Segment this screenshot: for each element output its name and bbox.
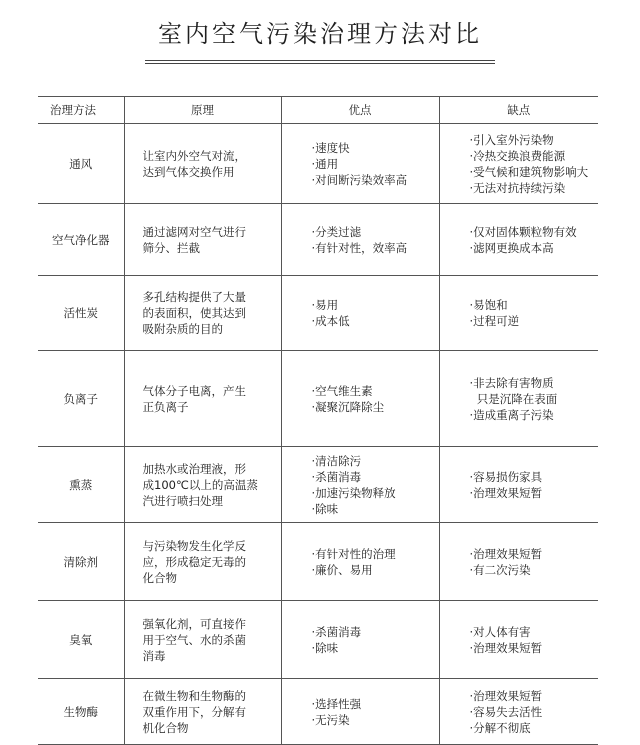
principle-cell xyxy=(124,679,281,745)
cons-item: ·分解不彻底 xyxy=(469,720,531,735)
pros-cell xyxy=(281,351,439,447)
cons-item: ·易饱和 xyxy=(469,298,508,312)
pros-cell xyxy=(281,276,439,351)
pros-item: ·有针对性的治理 xyxy=(311,546,396,561)
principle-line: 用于空气、水的杀菌 xyxy=(142,632,246,647)
header-method: 治理方法 xyxy=(38,97,124,124)
cons-cell xyxy=(439,601,598,679)
table-row xyxy=(38,124,598,204)
cons-item: ·造成重离子污染 xyxy=(469,407,554,422)
cons-item: ·对人体有害 xyxy=(469,624,531,639)
method-cell: 臭氧 xyxy=(38,601,124,679)
principle-line: 吸附杂质的目的 xyxy=(142,322,223,336)
principle-line: 在微生物和生物酶的 xyxy=(142,688,246,703)
title-underline-second xyxy=(145,63,495,64)
method-cell: 空气净化器 xyxy=(38,204,124,276)
method-cell: 生物酶 xyxy=(38,679,124,745)
principle-line: 的表面积，使其达到 xyxy=(142,306,246,320)
table-row xyxy=(38,276,598,351)
cons-item: ·有二次污染 xyxy=(469,562,531,577)
header-pros: 优点 xyxy=(281,97,439,124)
principle-line: 应，形成稳定无毒的 xyxy=(142,554,246,569)
cons-cell xyxy=(439,679,598,745)
principle-line: 气体分子电离，产生 xyxy=(142,383,246,398)
pros-item: ·选择性强 xyxy=(311,696,362,711)
principle-line: 成100℃以上的高温蒸 xyxy=(142,477,258,492)
pros-item: ·成本低 xyxy=(311,314,350,328)
principle-line: 通过滤网对空气进行 xyxy=(142,224,246,239)
pros-cell xyxy=(281,124,439,204)
cons-item: ·仅对固体颗粒物有效 xyxy=(469,224,577,239)
method-cell: 通风 xyxy=(38,124,124,204)
principle-line: 加热水或治理液，形 xyxy=(142,461,246,476)
table-row xyxy=(38,447,598,523)
pros-item: ·杀菌消毒 xyxy=(311,469,362,484)
pros-item: ·除味 xyxy=(311,501,339,516)
cons-item: ·容易失去活性 xyxy=(469,704,543,719)
pros-item: ·空气维生素 xyxy=(311,383,373,398)
principle-cell xyxy=(124,124,281,204)
cons-item: ·无法对抗持续污染 xyxy=(469,180,566,195)
cons-item: ·非去除有害物质 xyxy=(469,375,554,390)
principle-cell xyxy=(124,276,281,351)
pros-cell xyxy=(281,447,439,523)
pros-item: ·对间断污染效率高 xyxy=(311,172,408,187)
pros-item: ·易用 xyxy=(311,298,339,312)
pros-item: ·无污染 xyxy=(311,712,350,727)
header-cons: 缺点 xyxy=(439,97,598,124)
cons-item: ·滤网更换成本高 xyxy=(469,240,554,255)
pros-cell xyxy=(281,679,439,745)
cons-item: ·冷热交换浪费能源 xyxy=(469,148,566,163)
method-cell: 熏蒸 xyxy=(38,447,124,523)
cons-item: 只是沉降在表面 xyxy=(469,391,558,406)
principle-cell xyxy=(124,523,281,601)
cons-cell xyxy=(439,351,598,447)
cons-item: ·引入室外污染物 xyxy=(469,132,554,147)
comparison-table xyxy=(38,96,598,745)
pros-item: ·凝聚沉降除尘 xyxy=(311,399,385,414)
principle-cell xyxy=(124,601,281,679)
cons-item: ·治理效果短暂 xyxy=(469,485,543,500)
cons-item: ·治理效果短暂 xyxy=(469,640,543,655)
cons-item: ·治理效果短暂 xyxy=(469,688,543,703)
principle-line: 化合物 xyxy=(142,570,177,585)
principle-cell xyxy=(124,447,281,523)
method-cell: 负离子 xyxy=(38,351,124,447)
cons-item: ·过程可逆 xyxy=(469,314,520,328)
cons-cell xyxy=(439,523,598,601)
pros-cell xyxy=(281,601,439,679)
cons-item: ·容易损伤家具 xyxy=(469,469,543,484)
principle-line: 双重作用下，分解有 xyxy=(142,704,246,719)
pros-item: ·速度快 xyxy=(311,140,350,155)
principle-line: 机化合物 xyxy=(142,720,189,735)
principle-line: 与污染物发生化学反 xyxy=(142,538,246,553)
table-body xyxy=(38,124,598,745)
title-area xyxy=(0,0,640,80)
cons-cell xyxy=(439,276,598,351)
pros-item: ·除味 xyxy=(311,640,339,655)
cons-cell xyxy=(439,447,598,523)
principle-line: 多孔结构提供了大量 xyxy=(142,290,246,304)
principle-line: 达到气体交换作用 xyxy=(142,164,235,179)
cons-item: ·受气候和建筑物影响大 xyxy=(469,164,589,179)
principle-line: 汽进行喷扫处理 xyxy=(142,493,223,508)
title-underline xyxy=(145,60,495,61)
method-cell: 活性炭 xyxy=(38,276,124,351)
principle-line: 正负离子 xyxy=(142,399,189,414)
cons-cell xyxy=(439,204,598,276)
pros-cell xyxy=(281,523,439,601)
page-title: 室内空气污染治理方法对比 xyxy=(158,20,482,48)
table-row xyxy=(38,523,598,601)
method-cell: 清除剂 xyxy=(38,523,124,601)
principle-line: 让室内外空气对流， xyxy=(142,148,246,163)
pros-item: ·廉价、易用 xyxy=(311,562,373,577)
pros-item: ·加速污染物释放 xyxy=(311,485,396,500)
principle-cell xyxy=(124,351,281,447)
cons-cell xyxy=(439,124,598,204)
pros-cell xyxy=(281,204,439,276)
table-row xyxy=(38,679,598,745)
pros-item: ·杀菌消毒 xyxy=(311,624,362,639)
pros-item: ·通用 xyxy=(311,156,339,171)
principle-line: 筛分、拦截 xyxy=(142,240,200,255)
cons-item: ·治理效果短暂 xyxy=(469,546,543,561)
pros-item: ·清洁除污 xyxy=(311,453,362,468)
principle-line: 强氧化剂，可直接作 xyxy=(142,616,246,631)
table-header-row xyxy=(38,97,598,124)
table-row xyxy=(38,204,598,276)
table-row xyxy=(38,351,598,447)
principle-cell xyxy=(124,204,281,276)
principle-line: 消毒 xyxy=(142,648,166,663)
pros-item: ·分类过滤 xyxy=(311,224,362,239)
header-principle: 原理 xyxy=(124,97,281,124)
table-row xyxy=(38,601,598,679)
pros-item: ·有针对性，效率高 xyxy=(311,240,408,255)
